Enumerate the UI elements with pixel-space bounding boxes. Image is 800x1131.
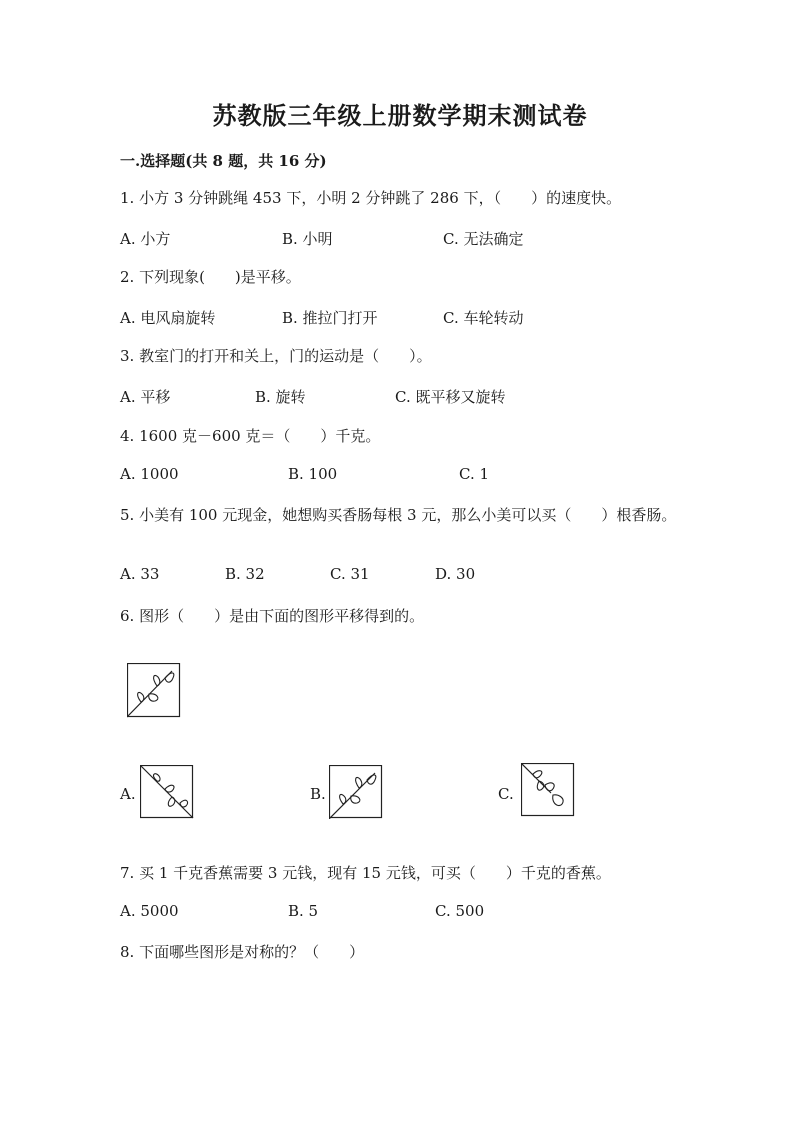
question-7-option-c[interactable]: C. 500 xyxy=(435,902,485,920)
question-3-option-a[interactable]: A. 平移 xyxy=(120,388,171,406)
question-3-option-c[interactable]: C. 既平移又旋转 xyxy=(395,388,506,406)
question-3-text: 3. 教室门的打开和关上，门的运动是（ ）。 xyxy=(120,347,432,365)
question-2-option-c[interactable]: C. 车轮转动 xyxy=(443,309,524,327)
question-2-option-a[interactable]: A. 电风扇旋转 xyxy=(120,309,216,327)
question-6-text: 6. 图形（ ）是由下面的图形平移得到的。 xyxy=(120,607,425,625)
question-1-text: 1. 小方 3 分钟跳绳 453 下，小明 2 分钟跳了 286 下，（ ）的速度快。 xyxy=(120,189,622,207)
option-c-leaf-figure[interactable] xyxy=(521,763,575,817)
question-6-option-c-label[interactable]: C. xyxy=(498,785,514,803)
question-1-option-b[interactable]: B. 小明 xyxy=(282,230,333,248)
question-8-text: 8. 下面哪些图形是对称的？（ ） xyxy=(120,943,365,961)
question-3-option-b[interactable]: B. 旋转 xyxy=(255,388,306,406)
question-4-text: 4. 1600 克－600 克＝（ ）千克。 xyxy=(120,427,381,445)
question-4-option-a[interactable]: A. 1000 xyxy=(120,465,179,483)
question-1-option-a[interactable]: A. 小方 xyxy=(120,230,171,248)
question-6-option-b-label[interactable]: B. xyxy=(310,785,326,803)
question-5-text: 5. 小美有 100 元现金，她想购买香肠每根 3 元，那么小美可以买（ ）根香肠。 xyxy=(120,506,677,524)
reference-leaf-figure xyxy=(127,663,181,718)
question-2-text: 2. 下列现象( )是平移。 xyxy=(120,268,301,286)
option-b-leaf-figure[interactable] xyxy=(329,765,383,819)
question-7-option-b[interactable]: B. 5 xyxy=(288,902,319,920)
question-7-text: 7. 买 1 千克香蕉需要 3 元钱，现有 15 元钱，可买（ ）千克的香蕉。 xyxy=(120,864,611,882)
question-5-option-b[interactable]: B. 32 xyxy=(225,565,265,583)
question-7-option-a[interactable]: A. 5000 xyxy=(120,902,179,920)
question-6-option-a-label[interactable]: A. xyxy=(120,785,136,803)
question-1-option-c[interactable]: C. 无法确定 xyxy=(443,230,524,248)
question-4-option-c[interactable]: C. 1 xyxy=(459,465,490,483)
question-5-option-c[interactable]: C. 31 xyxy=(330,565,370,583)
section-heading: 一.选择题(共 8 题，共 16 分) xyxy=(120,152,327,170)
question-5-option-d[interactable]: D. 30 xyxy=(435,565,476,583)
page-title: 苏教版三年级上册数学期末测试卷 xyxy=(212,101,588,130)
question-2-option-b[interactable]: B. 推拉门打开 xyxy=(282,309,378,327)
question-4-option-b[interactable]: B. 100 xyxy=(288,465,338,483)
option-a-leaf-figure[interactable] xyxy=(140,765,194,819)
question-5-option-a[interactable]: A. 33 xyxy=(120,565,160,583)
